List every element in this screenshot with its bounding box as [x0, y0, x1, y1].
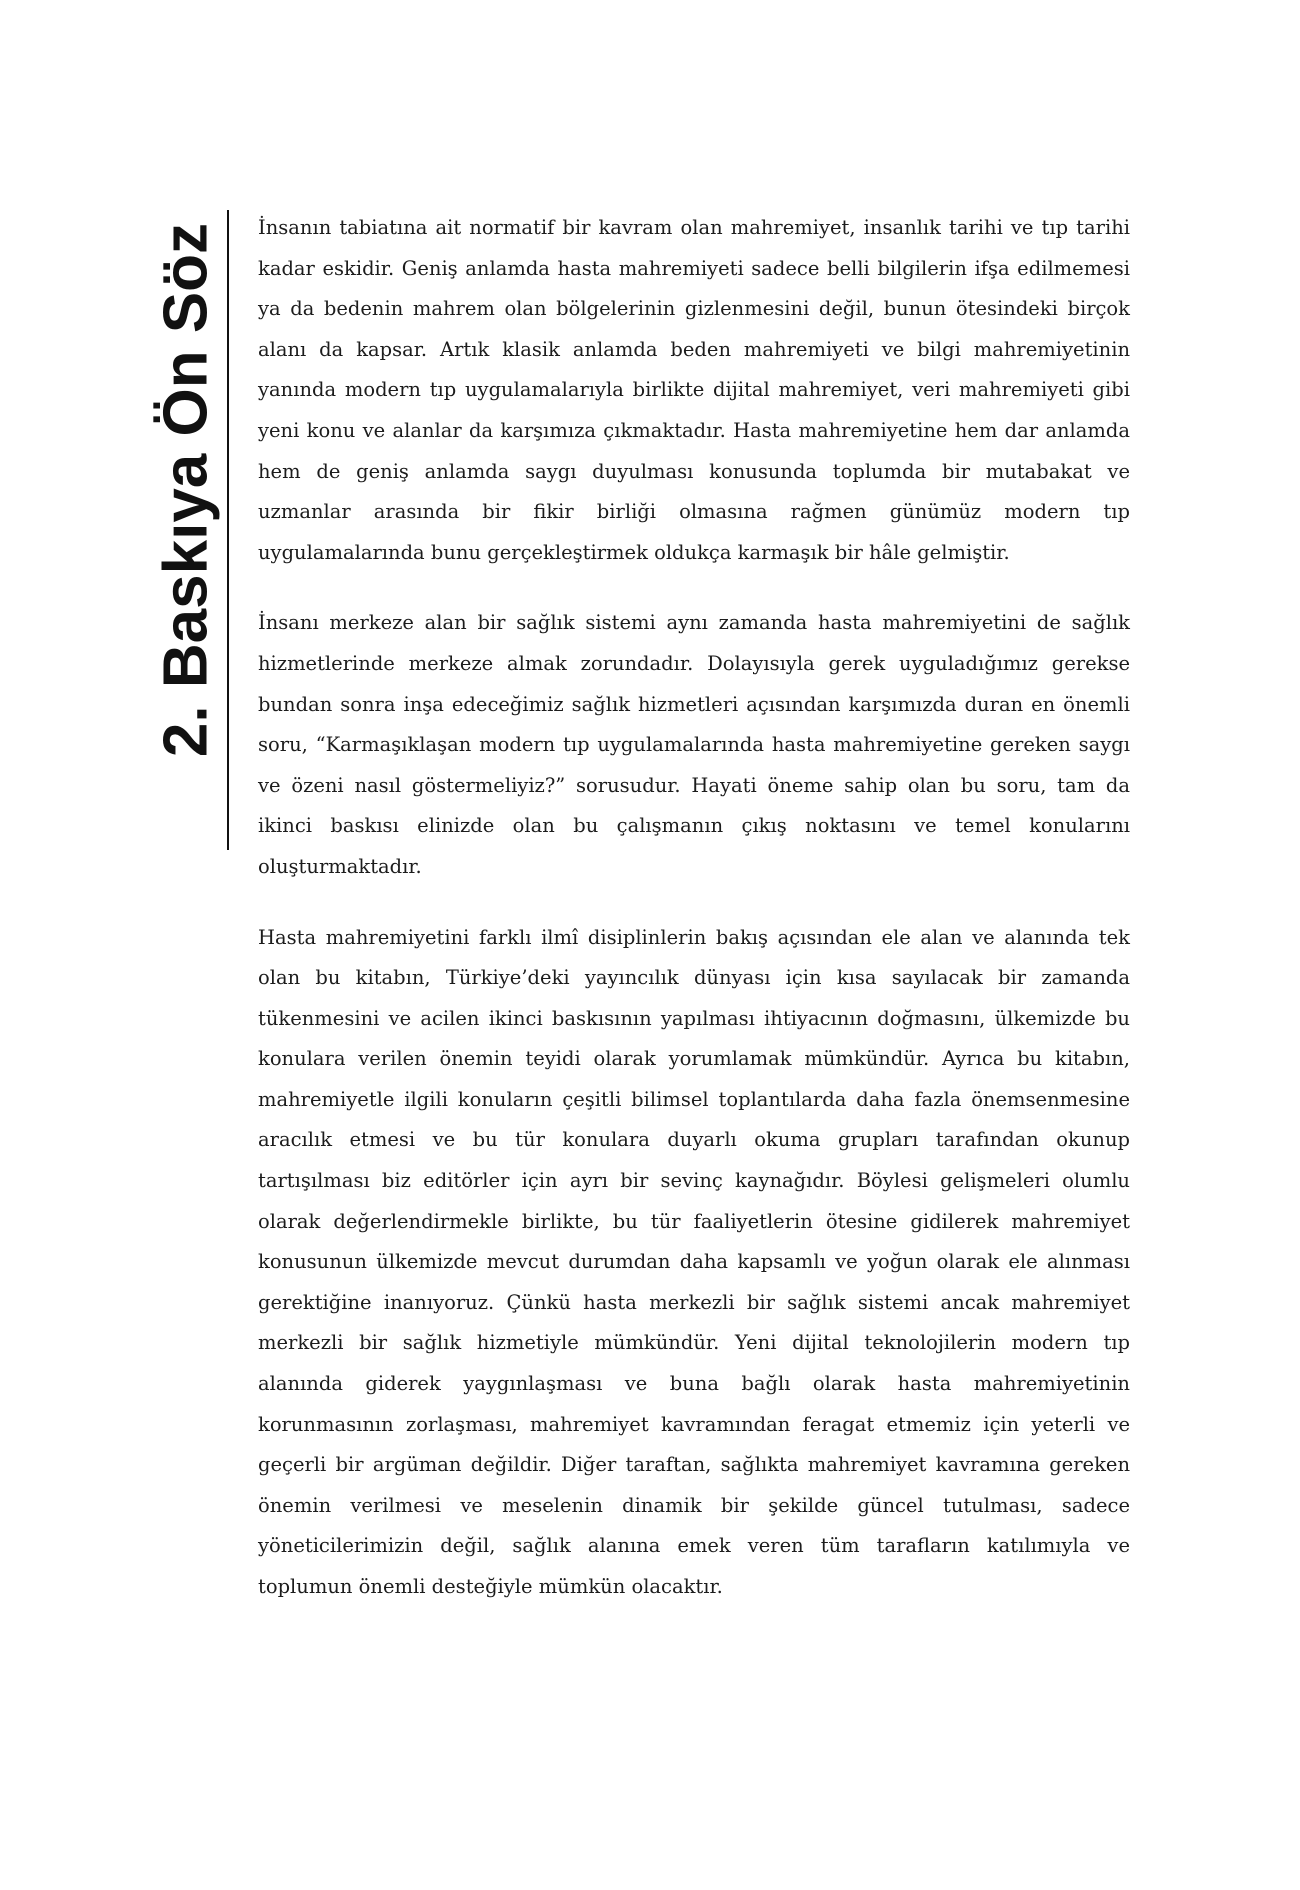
title-vertical-rule — [227, 210, 229, 850]
section-title: 2. Baskıya Ön Söz — [151, 222, 221, 758]
paragraph-1: İnsanın tabiatına ait normatif bir kavram olan mahremiyet, insanlık tarihi ve tıp tarihi kadar eskidir. Geniş anlamda hasta mahremiyeti sadece belli bilgilerin ifşa edilmemesi ya da bedenin mahrem olan bölgelerinin gizlenmesini değil, bunun ötesindeki birçok alanı da kapsar. Artık klasik anlamda beden mahremiyeti ve bilgi mahremiyetinin yanında modern tıp uygulamalarıyla birlikte dijital mahremiyet, veri mahremiyeti gibi yeni konu ve alanlar da karşımıza çıkmaktadır. Hasta mahremiyetine hem dar anlamda hem de geniş anlamda saygı duyulması konusunda toplumda bir mutabakat ve uzmanlar arasında bir fikir birliği olmasına rağmen günümüz modern tıp uygulamalarında bunu gerçekleştirmek oldukça karmaşık bir hâle gelmiştir. — [258, 216, 1130, 564]
paragraph-3: Hasta mahremiyetini farklı ilmî disiplinlerin bakış açısından ele alan ve alanında tek olan bu kitabın, Türkiye’deki yayıncılık dünyası için kısa sayılacak bir zamanda tükenmesini ve acilen ikinci baskısının yapılması ihtiyacının doğmasını, ülkemizde bu konulara verilen önemin teyidi olarak yorumlamak mümkündür. Ayrıca bu kitabın, mahremiyetle ilgili konuların çeşitli bilimsel toplantılarda daha fazla önemsenmesine aracılık etmesi ve bu tür konulara duyarlı okuma grupları tarafından okunup tartışılması biz editörler için ayrı bir sevinç kaynağıdır. Böylesi gelişmeleri olumlu olarak değerlendirmekle birlikte, bu tür faaliyetlerin ötesine gidilerek mahremiyet konusunun ülkemizde mevcut durumdan daha kapsamlı ve yoğun olarak ele alınması gerektiğine inanıyoruz. Çünkü hasta merkezli bir sağlık sistemi ancak mahremiyet merkezli bir sağlık hizmetiyle mümkündür. Yeni dijital teknolojilerin modern tıp alanında giderek yaygınlaşması ve buna bağlı olarak hasta mahremiyetinin korunmasının zorlaşması, mahremiyet kavramından feragat etmemiz için yeterli ve geçerli bir argüman değildir. Diğer taraftan, sağlıkta mahremiyet kavramına gereken önemin verilmesi ve meselenin dinamik bir şekilde güncel tutulması, sadece yöneticilerimizin değil, sağlık alanına emek veren tüm tarafların katılımıyla ve toplumun önemli desteğiyle mümkün olacaktır. — [258, 925, 1130, 1598]
paragraph-2: İnsanı merkeze alan bir sağlık sistemi aynı zamanda hasta mahremiyetini de sağlık hizmetlerinde merkeze almak zorundadır. Dolayısıyla gerek uyguladığımız gerekse bundan sonra inşa edeceğimiz sağlık hizmetleri açısından karşımızda duran en önemli soru, “Karmaşıklaşan modern tıp uygulamalarında hasta mahremiyetine gereken saygı ve özeni nasıl göstermeliyiz?” sorusudur. Hayati öneme sahip olan bu soru, tam da ikinci baskısı elinizde olan bu çalışmanın çıkış noktasını ve temel konularını oluşturmaktadır. — [258, 611, 1130, 878]
section-title-area — [150, 210, 222, 770]
body-text — [258, 208, 1130, 1638]
